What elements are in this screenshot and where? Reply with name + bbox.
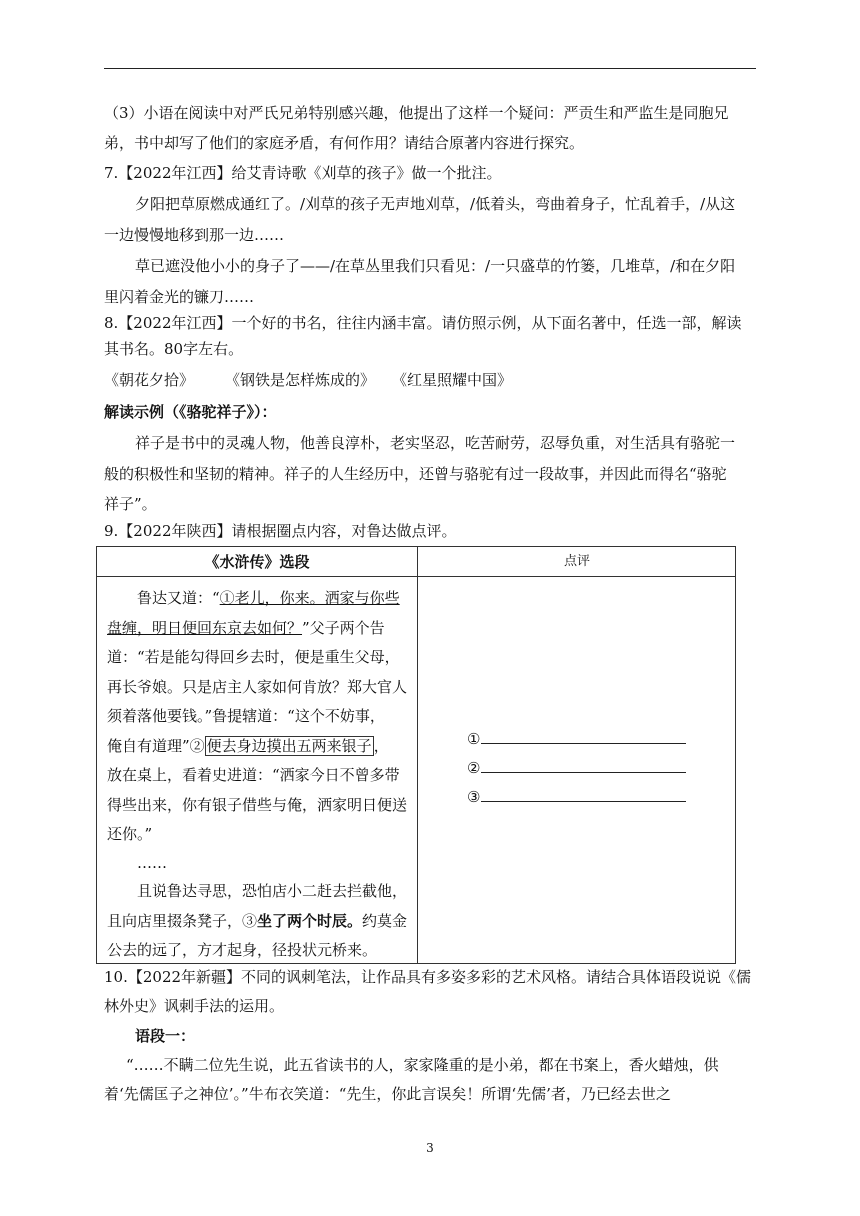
- q7-poem-line: 草已遮没他小小的身子了——/在草丛里我们只看见：/一只盛草的竹篓，几堆草，/和在夕阳: [135, 257, 736, 275]
- annotation-1-underline: 盘缠，明日便回东京去如何？: [107, 619, 303, 637]
- q10-excerpt-line: “……不瞒二位先生说，此五省读书的人，家家隆重的是小弟，都在书案上，香火蜡烛，供: [126, 1056, 719, 1074]
- q8-example-line: 祥子是书中的灵魂人物，他善良淳朴，老实坚忍，吃苦耐劳，忍辱负重，对生活具有骆驼一: [135, 434, 736, 452]
- q8-example-label: 解读示例（《骆驼祥子》）：: [104, 403, 277, 421]
- q10-title: 林外史》讽刺手法的运用。: [104, 997, 285, 1015]
- q9-table: [96, 546, 736, 964]
- q8-book: 《朝花夕拾》: [104, 371, 195, 389]
- q7-title: 7.【2022年江西】给艾青诗歌《刈草的孩子》做一个批注。: [104, 164, 502, 182]
- comment-blank-3[interactable]: ③: [467, 787, 686, 807]
- excerpt-line: 鲁达又道：“①老儿，你来。洒家与你些: [137, 589, 400, 607]
- comment-blank-2[interactable]: ②: [467, 758, 686, 778]
- q6-3-line: 弟，书中却写了他们的家庭矛盾，有何作用？请结合原著内容进行探究。: [104, 134, 585, 152]
- q7-poem-line: 夕阳把草原燃成通红了。/刈草的孩子无声地刈草，/低着头，弯曲着身子，忙乱着手，/从这: [135, 195, 736, 213]
- q8-example-line: 祥子”。: [104, 495, 157, 513]
- excerpt-ellipsis: ……: [137, 854, 167, 872]
- q9-title: 9.【2022年陕西】请根据圈点内容，对鲁达做点评。: [104, 522, 457, 540]
- excerpt-line: 俺自有道理”② 便去身边摸出五两来银子 ，: [107, 737, 389, 755]
- excerpt-line: 盘缠，明日便回东京去如何？”父子两个告: [107, 619, 385, 637]
- q8-title: 8.【2022年江西】一个好的书名，往往内涵丰富。请仿照示例，从下面名著中，任选一部，解读: [104, 314, 742, 332]
- comment-blank-1[interactable]: ①: [467, 729, 686, 749]
- q8-book: 《红星照耀中国》: [392, 371, 513, 389]
- q9-col-excerpt: 《水浒传》选段: [204, 553, 310, 571]
- excerpt-line: 且说鲁达寻思，恐怕店小二赶去拦截他，: [137, 882, 408, 900]
- excerpt-line: 再长爷娘。只是店主人家如何肯放？郑大官人: [107, 678, 408, 696]
- q10-title: 10.【2022年新疆】不同的讽刺笔法，让作品具有多姿多彩的艺术风格。请结合具体语段说说《儒: [104, 968, 752, 986]
- excerpt-line: 还你。”: [107, 825, 153, 843]
- q6-3-line: （3）小语在阅读中对严氏兄弟特别感兴趣，他提出了这样一个疑问：严贡生和严监生是同胞兄: [104, 104, 729, 122]
- excerpt-line: 且向店里掇条凳子，③坐了两个时辰。约莫金: [107, 912, 408, 930]
- annotation-3-bold: 坐了两个时辰。: [257, 912, 363, 930]
- q10-sub-label: 语段一：: [135, 1027, 196, 1045]
- annotation-1-underline: ①老儿，你来。洒家与你些: [219, 589, 400, 607]
- q7-poem-line: 一边慢慢地移到那一边……: [104, 226, 285, 244]
- page-number: 3: [426, 1141, 434, 1155]
- q8-title: 其书名。80字左右。: [104, 340, 244, 358]
- excerpt-line: 放在桌上，看着史进道：“洒家今日不曾多带: [107, 766, 400, 784]
- excerpt-line: 须着落他要钱。”鲁提辖道：“这个不妨事，: [107, 707, 385, 725]
- q9-col-comment: 点评: [563, 554, 590, 569]
- q10-excerpt-line: 着‘先儒匡子之神位’。”牛布衣笑道：“先生，你此言误矣！所谓‘先儒’者，乃已经去世之: [104, 1085, 671, 1103]
- excerpt-line: 公去的远了，方才起身，径投状元桥来。: [107, 941, 378, 959]
- q8-book: 《钢铁是怎样炼成的》: [225, 371, 376, 389]
- header-rule: [104, 68, 756, 69]
- q9-table-divider: [417, 547, 418, 963]
- q7-poem-line: 里闪着金光的镰刀……: [104, 288, 255, 306]
- q8-example-line: 般的积极性和坚韧的精神。祥子的人生经历中，还曾与骆驼有过一段故事，并因此而得名“骆驼: [104, 465, 727, 483]
- annotation-2-box: 便去身边摸出五两来银子: [206, 737, 372, 755]
- excerpt-line: 道：“若是能勾得回乡去时，便是重生父母，: [107, 648, 400, 666]
- excerpt-line: 得些出来，你有银子借些与俺，洒家明日便送: [107, 796, 408, 814]
